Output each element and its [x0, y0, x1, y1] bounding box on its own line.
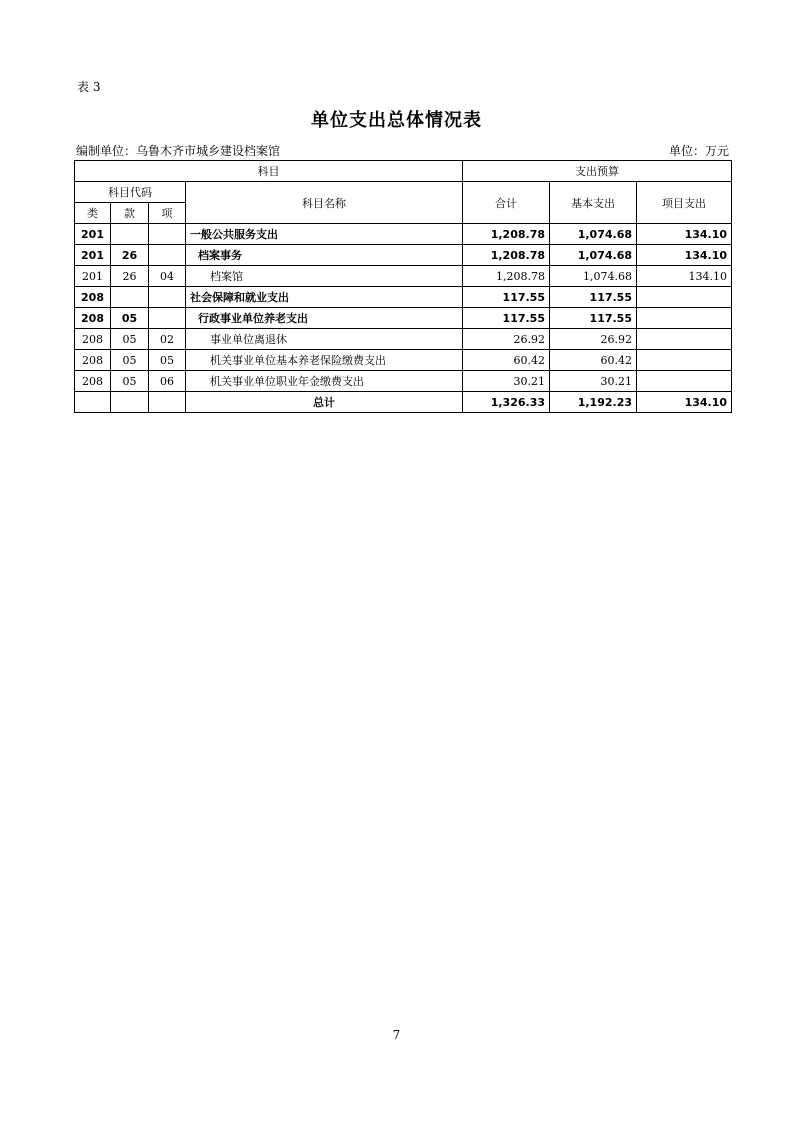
cell-name: 事业单位离退休 [186, 329, 463, 350]
table-row [75, 245, 732, 266]
page-title: 单位支出总体情况表 [311, 110, 482, 131]
header-kuan: 款 [111, 203, 149, 224]
total-project: 134.10 [637, 392, 732, 413]
cell-project [637, 371, 732, 392]
header-subject: 科目 [75, 161, 463, 182]
cell-project: 134.10 [637, 224, 732, 245]
table-footer [75, 392, 732, 413]
cell-kuan: 05 [111, 371, 149, 392]
header-row-1 [75, 161, 732, 182]
cell-total: 1,208.78 [463, 224, 550, 245]
total-row [75, 392, 732, 413]
table-row [75, 371, 732, 392]
expenditure-table [74, 160, 732, 413]
cell-total: 117.55 [463, 308, 550, 329]
cell-project: 134.10 [637, 266, 732, 287]
cell-total: 1,208.78 [463, 266, 550, 287]
cell-lei: 201 [75, 245, 111, 266]
cell-xiang: 02 [149, 329, 186, 350]
cell-xiang: 04 [149, 266, 186, 287]
cell-lei: 208 [75, 350, 111, 371]
cell-basic: 26.92 [550, 329, 637, 350]
table-row [75, 308, 732, 329]
org-name: 编制单位：乌鲁木齐市城乡建设档案馆 [76, 144, 281, 158]
header-name: 科目名称 [186, 182, 463, 224]
header-row-2 [75, 182, 732, 203]
cell-project [637, 350, 732, 371]
cell-kuan: 05 [111, 329, 149, 350]
cell-basic: 60.42 [550, 350, 637, 371]
cell-basic: 30.21 [550, 371, 637, 392]
table-label: 表 3 [77, 80, 101, 94]
header-basic: 基本支出 [550, 182, 637, 224]
cell-kuan: 26 [111, 245, 149, 266]
header-total: 合计 [463, 182, 550, 224]
cell-kuan: 05 [111, 350, 149, 371]
header-budget: 支出预算 [463, 161, 732, 182]
table-row [75, 224, 732, 245]
cell-lei: 208 [75, 371, 111, 392]
cell-name: 档案事务 [186, 245, 463, 266]
cell-kuan [111, 224, 149, 245]
cell-basic: 1,074.68 [550, 245, 637, 266]
cell-total: 1,208.78 [463, 245, 550, 266]
table-row [75, 329, 732, 350]
cell-name: 机关事业单位基本养老保险缴费支出 [186, 350, 463, 371]
cell-name: 一般公共服务支出 [186, 224, 463, 245]
header-xiang: 项 [149, 203, 186, 224]
total-label: 总计 [186, 392, 463, 413]
cell-basic: 1,074.68 [550, 266, 637, 287]
cell-total: 117.55 [463, 287, 550, 308]
cell-kuan: 05 [111, 308, 149, 329]
cell-xiang [149, 224, 186, 245]
cell-basic: 1,074.68 [550, 224, 637, 245]
cell-project: 134.10 [637, 245, 732, 266]
table-body [75, 224, 732, 392]
total-amount: 1,326.33 [463, 392, 550, 413]
header-project: 项目支出 [637, 182, 732, 224]
table-row [75, 350, 732, 371]
table-header [75, 161, 732, 224]
cell-project [637, 329, 732, 350]
cell-basic: 117.55 [550, 287, 637, 308]
cell-lei: 208 [75, 329, 111, 350]
cell-xiang [149, 245, 186, 266]
cell-name: 机关事业单位职业年金缴费支出 [186, 371, 463, 392]
cell-xiang: 06 [149, 371, 186, 392]
cell-xiang [149, 308, 186, 329]
cell-basic: 117.55 [550, 308, 637, 329]
cell-kuan: 26 [111, 266, 149, 287]
cell-name: 行政事业单位养老支出 [186, 308, 463, 329]
page-number: 7 [392, 1028, 401, 1042]
header-lei: 类 [75, 203, 111, 224]
table-row [75, 266, 732, 287]
cell-xiang [149, 287, 186, 308]
cell-total: 30.21 [463, 371, 550, 392]
cell-kuan [111, 287, 149, 308]
cell-total: 60.42 [463, 350, 550, 371]
cell-lei: 208 [75, 308, 111, 329]
cell-lei: 201 [75, 266, 111, 287]
cell-total: 26.92 [463, 329, 550, 350]
table-row [75, 287, 732, 308]
cell-project [637, 287, 732, 308]
cell-lei: 201 [75, 224, 111, 245]
cell-name: 档案馆 [186, 266, 463, 287]
cell-project [637, 308, 732, 329]
header-code: 科目代码 [75, 182, 186, 203]
unit-label: 单位：万元 [668, 144, 729, 158]
cell-xiang: 05 [149, 350, 186, 371]
cell-lei: 208 [75, 287, 111, 308]
total-basic: 1,192.23 [550, 392, 637, 413]
cell-name: 社会保障和就业支出 [186, 287, 463, 308]
